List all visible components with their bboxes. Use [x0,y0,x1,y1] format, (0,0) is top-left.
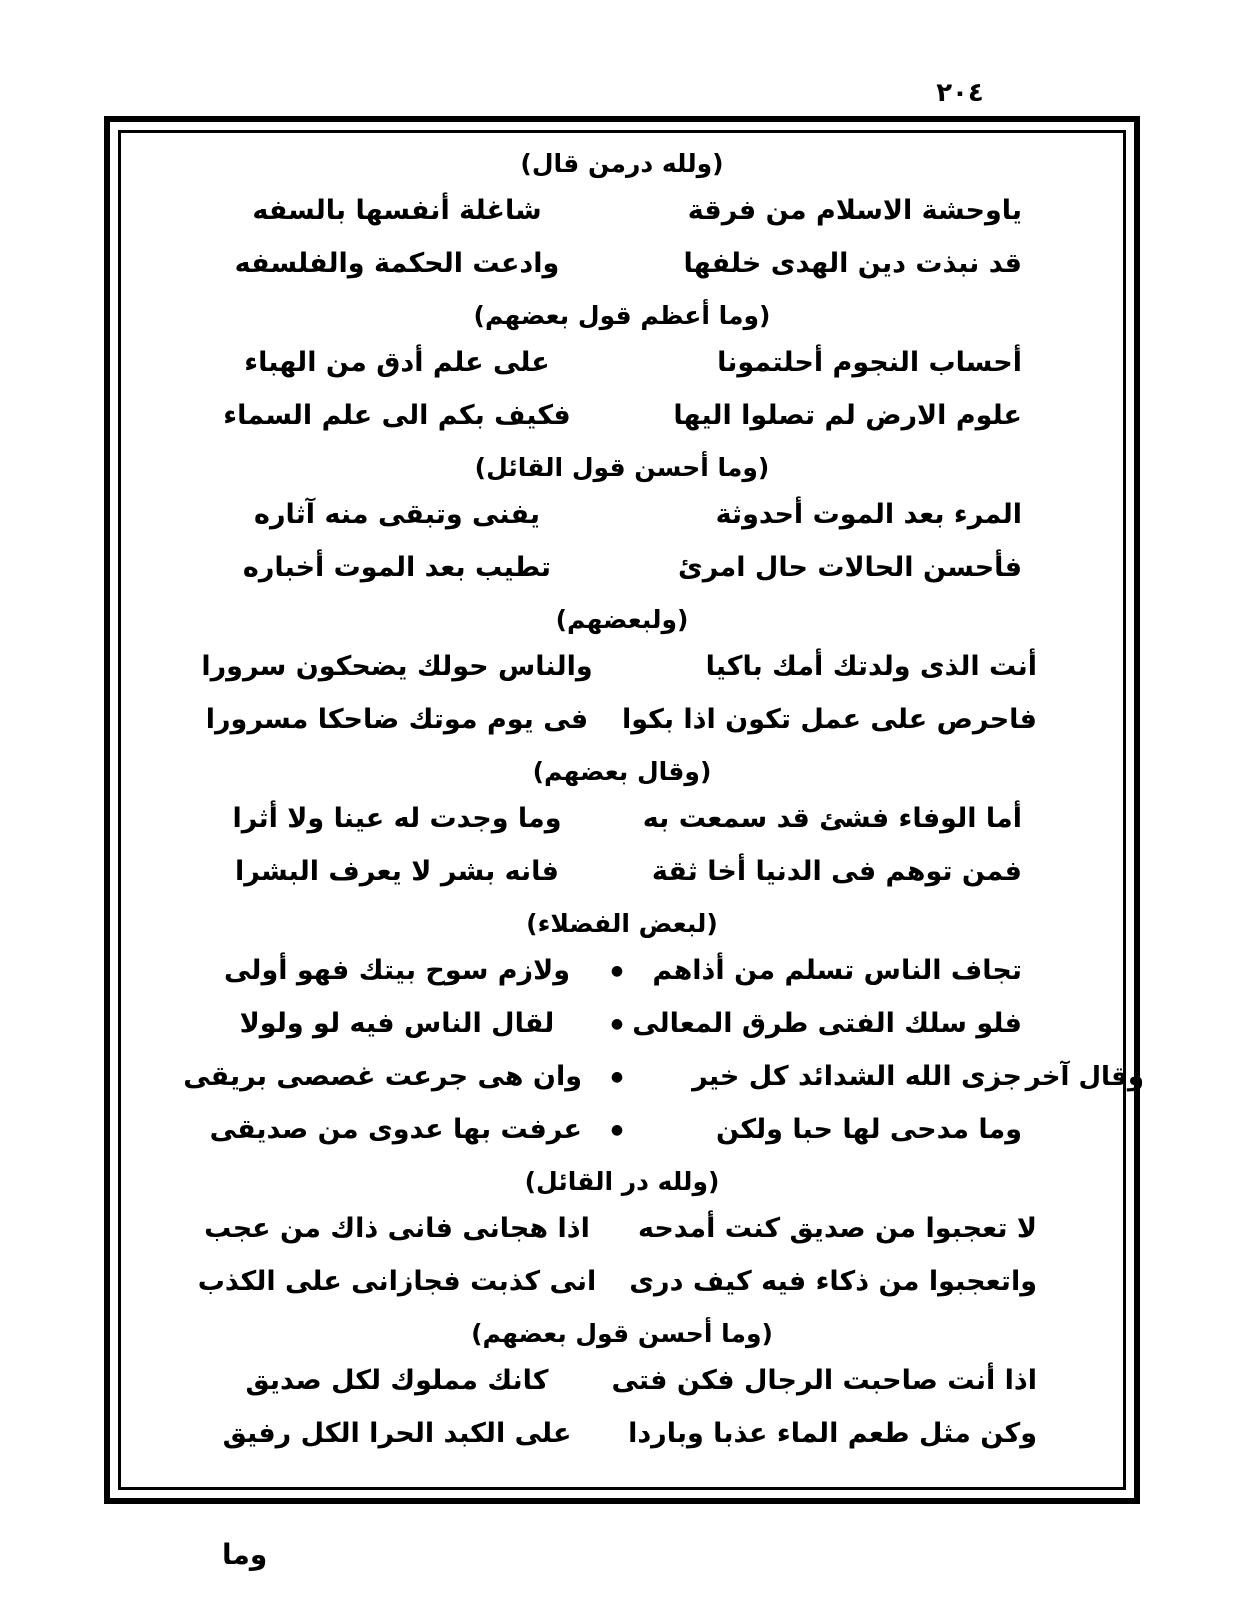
verse-hemistich: يفنى وتبقى منه آثاره [254,499,540,530]
verse-line [140,640,1104,693]
verse-hemistich: اذا هجانى فانى ذاك من عجب [204,1213,590,1244]
verse-hemistich: عرفت بها عدوى من صديقى [209,1114,582,1145]
verse-hemistich: فانه بشر لا يعرف البشرا [235,856,559,887]
verse-hemistich: فكيف بكم الى علم السماء [223,400,571,431]
hemistich-separator-dot: ● [610,1121,624,1138]
verse-hemistich: اذا أنت صاحبت الرجال فكن فتى [611,1365,1037,1396]
section-heading: (ولبعضهم) [555,605,689,634]
verse-hemistich: قد نبذت دين الهدى خلفها [683,248,1022,279]
verse-hemistich: فمن توهم فى الدنيا أخا ثقة [651,856,1022,887]
verse-hemistich: وادعت الحكمة والفلسفه [234,248,560,279]
verse-hemistich: وان هى جرعت غصصى بريقى [183,1061,582,1092]
section-heading: (وما أحسن قول القائل) [474,453,770,482]
hemistich-separator-dot: ● [610,1015,624,1032]
verse-hemistich: على الكبد الحرا الكل رفيق [222,1418,572,1449]
verse-hemistich: شاغلة أنفسها بالسفه [252,195,542,226]
verse-hemistich: واتعجبوا من ذكاء فيه كيف درى [629,1266,1037,1297]
verse-line [140,488,1104,541]
verse-line [140,997,1104,1050]
section-heading: (وما أحسن قول بعضهم) [471,1319,773,1348]
verse-line [140,693,1104,746]
section-heading: (ولله درمن قال) [520,149,724,178]
section-heading: (وقال بعضهم) [532,757,712,786]
hemistich-separator-dot: ● [610,962,624,979]
verse-hemistich: فأحسن الحالات حال امرئ [677,552,1022,583]
verse-line [140,1255,1104,1308]
verse-line [140,1050,1144,1103]
catchword: وما [222,1538,268,1571]
verse-hemistich: أنت الذى ولدتك أمك باكيا [705,651,1037,682]
section-heading: (وما أعظم قول بعضهم) [473,301,771,330]
verse-hemistich: وكن مثل طعم الماء عذبا وباردا [628,1418,1037,1449]
verse-hemistich: على علم أدق من الهباء [244,347,550,378]
verse-hemistich: والناس حولك يضحكون سرورا [201,651,593,682]
verse-hemistich: فى يوم موتك ضاحكا مسرورا [205,704,589,735]
verse-hemistich: جزى الله الشدائد كل خير [692,1061,1022,1092]
hemistich-separator-dot: ● [610,1068,624,1085]
verse-hemistich: تجاف الناس تسلم من أذاهم [652,955,1022,986]
verse-hemistich: ولازم سوح بيتك فهو أولى [223,955,570,986]
verse-hemistich: علوم الارض لم تصلوا اليها [673,400,1022,431]
verse-line [140,541,1104,594]
verse-hemistich: فلو سلك الفتى طرق المعالى [632,1008,1022,1039]
verse-line [140,237,1104,290]
page-number: ٢٠٤ [936,78,984,108]
verse-hemistich: وما مدحى لها حبا ولكن [716,1114,1022,1145]
verse-hemistich: المرء بعد الموت أحدوثة [715,499,1022,530]
poem-content [140,138,1144,1488]
verse-line [140,792,1104,845]
verse-line [140,184,1104,237]
verse-line [140,1202,1104,1255]
verse-hemistich: انى كذبت فجازانى على الكذب [197,1266,597,1297]
section-heading: (ولله در القائل) [524,1167,720,1196]
verse-line [140,1103,1104,1156]
verse-hemistich: فاحرص على عمل تكون اذا بكوا [621,704,1037,735]
section-heading: (لبعض الفضلاء) [526,909,718,938]
verse-line [140,944,1104,997]
speaker-label: وقال آخر [1025,1061,1144,1092]
verse-line [140,1354,1104,1407]
verse-hemistich: أحساب النجوم أحلتمونا [717,347,1022,378]
verse-hemistich: لا تعجبوا من صديق كنت أمدحه [637,1213,1037,1244]
verse-line [140,336,1104,389]
verse-hemistich: كانك مملوك لكل صديق [245,1365,549,1396]
verse-line [140,389,1104,442]
verse-hemistich: لقال الناس فيه لو ولولا [239,1008,555,1039]
verse-line [140,845,1104,898]
verse-hemistich: تطيب بعد الموت أخباره [242,552,552,583]
verse-line [140,1407,1104,1460]
verse-hemistich: أما الوفاء فشئ قد سمعت به [642,803,1022,834]
verse-hemistich: وما وجدت له عينا ولا أثرا [232,803,562,834]
verse-hemistich: ياوحشة الاسلام من فرقة [687,195,1022,226]
